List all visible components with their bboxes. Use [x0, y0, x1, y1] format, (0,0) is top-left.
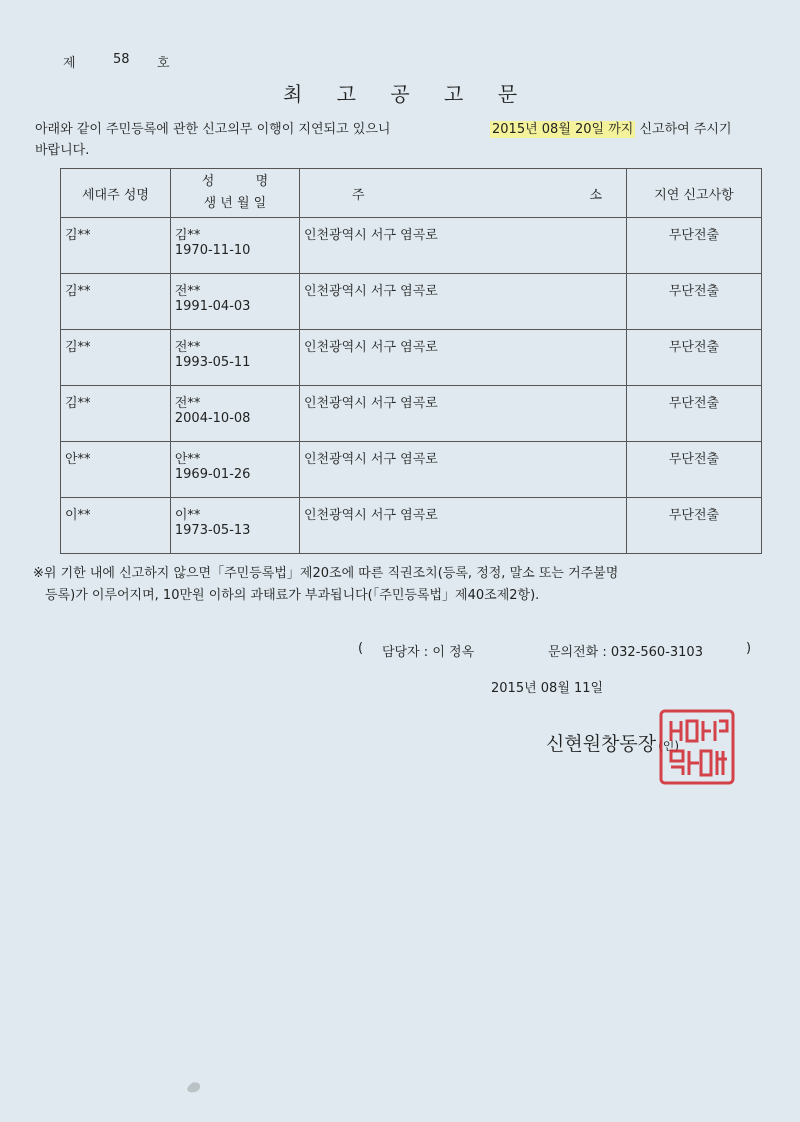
table-row — [61, 330, 762, 386]
header-name-birth — [170, 169, 299, 218]
cell-address: 인천광역시 서구 염곡로 — [299, 330, 626, 386]
header-head-of-household: 세대주 성명 — [61, 169, 171, 218]
header-report: 지연 신고사항 — [627, 169, 762, 218]
notice-line2: 등록)가 이루어지며, 10만원 이하의 과태료가 부과됩니다(「주민등록법」제40조제2항). — [45, 588, 540, 603]
cell-report: 무단전출 — [627, 330, 762, 386]
table-header-row — [61, 169, 762, 218]
contact-open-paren: ( — [358, 641, 364, 656]
cell-head: 김** — [61, 274, 171, 330]
table-row — [61, 442, 762, 498]
cell-report: 무단전출 — [627, 218, 762, 274]
cell-birth: 1993-05-11 — [174, 355, 251, 370]
table-row — [61, 498, 762, 554]
cell-name: 전** — [174, 284, 201, 299]
official-seal-icon — [657, 707, 737, 787]
cell-name: 전** — [174, 396, 201, 411]
cell-name: 김** — [174, 228, 201, 243]
header-address — [299, 169, 626, 218]
title-char: 최 — [282, 82, 303, 106]
cell-address: 인천광역시 서구 염곡로 — [299, 498, 626, 554]
delinquency-table — [60, 168, 762, 554]
cell-address: 인천광역시 서구 염곡로 — [299, 386, 626, 442]
cell-name-birth — [170, 274, 299, 330]
seal-mark: (인) — [658, 739, 680, 753]
cell-name-birth — [170, 386, 299, 442]
cell-birth: 1991-04-03 — [174, 299, 251, 314]
header-birth: 생 년 월 일 — [203, 196, 267, 211]
header-name: 성 명 — [201, 174, 269, 189]
cell-birth: 1970-11-10 — [174, 243, 251, 258]
cell-head: 안** — [61, 442, 171, 498]
cell-birth: 1969-01-26 — [174, 467, 251, 482]
cell-head: 김** — [61, 330, 171, 386]
cell-address: 인천광역시 서구 염곡로 — [299, 218, 626, 274]
table-row — [61, 274, 762, 330]
cell-head: 이** — [61, 498, 171, 554]
intro-after-deadline: 신고하여 주시기 — [639, 122, 732, 137]
table-row — [61, 218, 762, 274]
cell-name: 이** — [174, 508, 201, 523]
cell-head: 김** — [61, 218, 171, 274]
cell-report: 무단전출 — [627, 498, 762, 554]
title-char: 문 — [497, 82, 518, 106]
header-address-right: 소 — [589, 187, 602, 203]
cell-report: 무단전출 — [627, 442, 762, 498]
official-title: 신현원창동장 — [546, 733, 657, 755]
doc-number-prefix: 제 — [63, 56, 76, 71]
cell-name-birth — [170, 442, 299, 498]
title-char: 고 — [444, 82, 464, 106]
contact-phone: 문의전화 : 032-560-3103 — [548, 645, 703, 660]
notice-line1: ※위 기한 내에 신고하지 않으면「주민등록법」제20조에 따른 직권조치(등록, 정정, 말소 또는 거주불명 — [33, 566, 619, 581]
title-char: 고 — [336, 82, 356, 106]
intro-before-deadline: 아래와 같이 주민등록에 관한 신고의무 이행이 지연되고 있으니 — [35, 122, 391, 137]
deadline-highlight: 2015년 08월 20일 까지 — [492, 122, 634, 137]
cell-name-birth — [170, 330, 299, 386]
cell-head: 김** — [61, 386, 171, 442]
legal-notice — [33, 563, 618, 607]
cell-birth: 2004-10-08 — [174, 411, 251, 426]
cell-report: 무단전출 — [627, 386, 762, 442]
cell-name-birth — [170, 218, 299, 274]
cell-name: 전** — [174, 340, 201, 355]
deadline-line — [490, 119, 732, 141]
contact-close-paren: ) — [746, 641, 752, 656]
header-address-left: 주 — [351, 187, 365, 203]
smudge-mark — [184, 1077, 206, 1095]
table-row — [61, 386, 762, 442]
intro-line2: 바랍니다. — [35, 143, 90, 158]
cell-report: 무단전출 — [627, 274, 762, 330]
cell-name-birth — [170, 498, 299, 554]
doc-number-suffix: 호 — [157, 56, 170, 71]
cell-address: 인천광역시 서구 염곡로 — [299, 274, 626, 330]
page-title — [0, 78, 800, 107]
cell-name: 안** — [174, 452, 201, 467]
cell-birth: 1973-05-13 — [174, 523, 251, 538]
issue-date: 2015년 08월 11일 — [491, 681, 604, 696]
title-char: 공 — [390, 82, 410, 106]
contact-person: 담당자 : 이 정옥 — [382, 645, 475, 660]
cell-address: 인천광역시 서구 염곡로 — [299, 442, 626, 498]
doc-number-value: 58 — [113, 52, 130, 67]
